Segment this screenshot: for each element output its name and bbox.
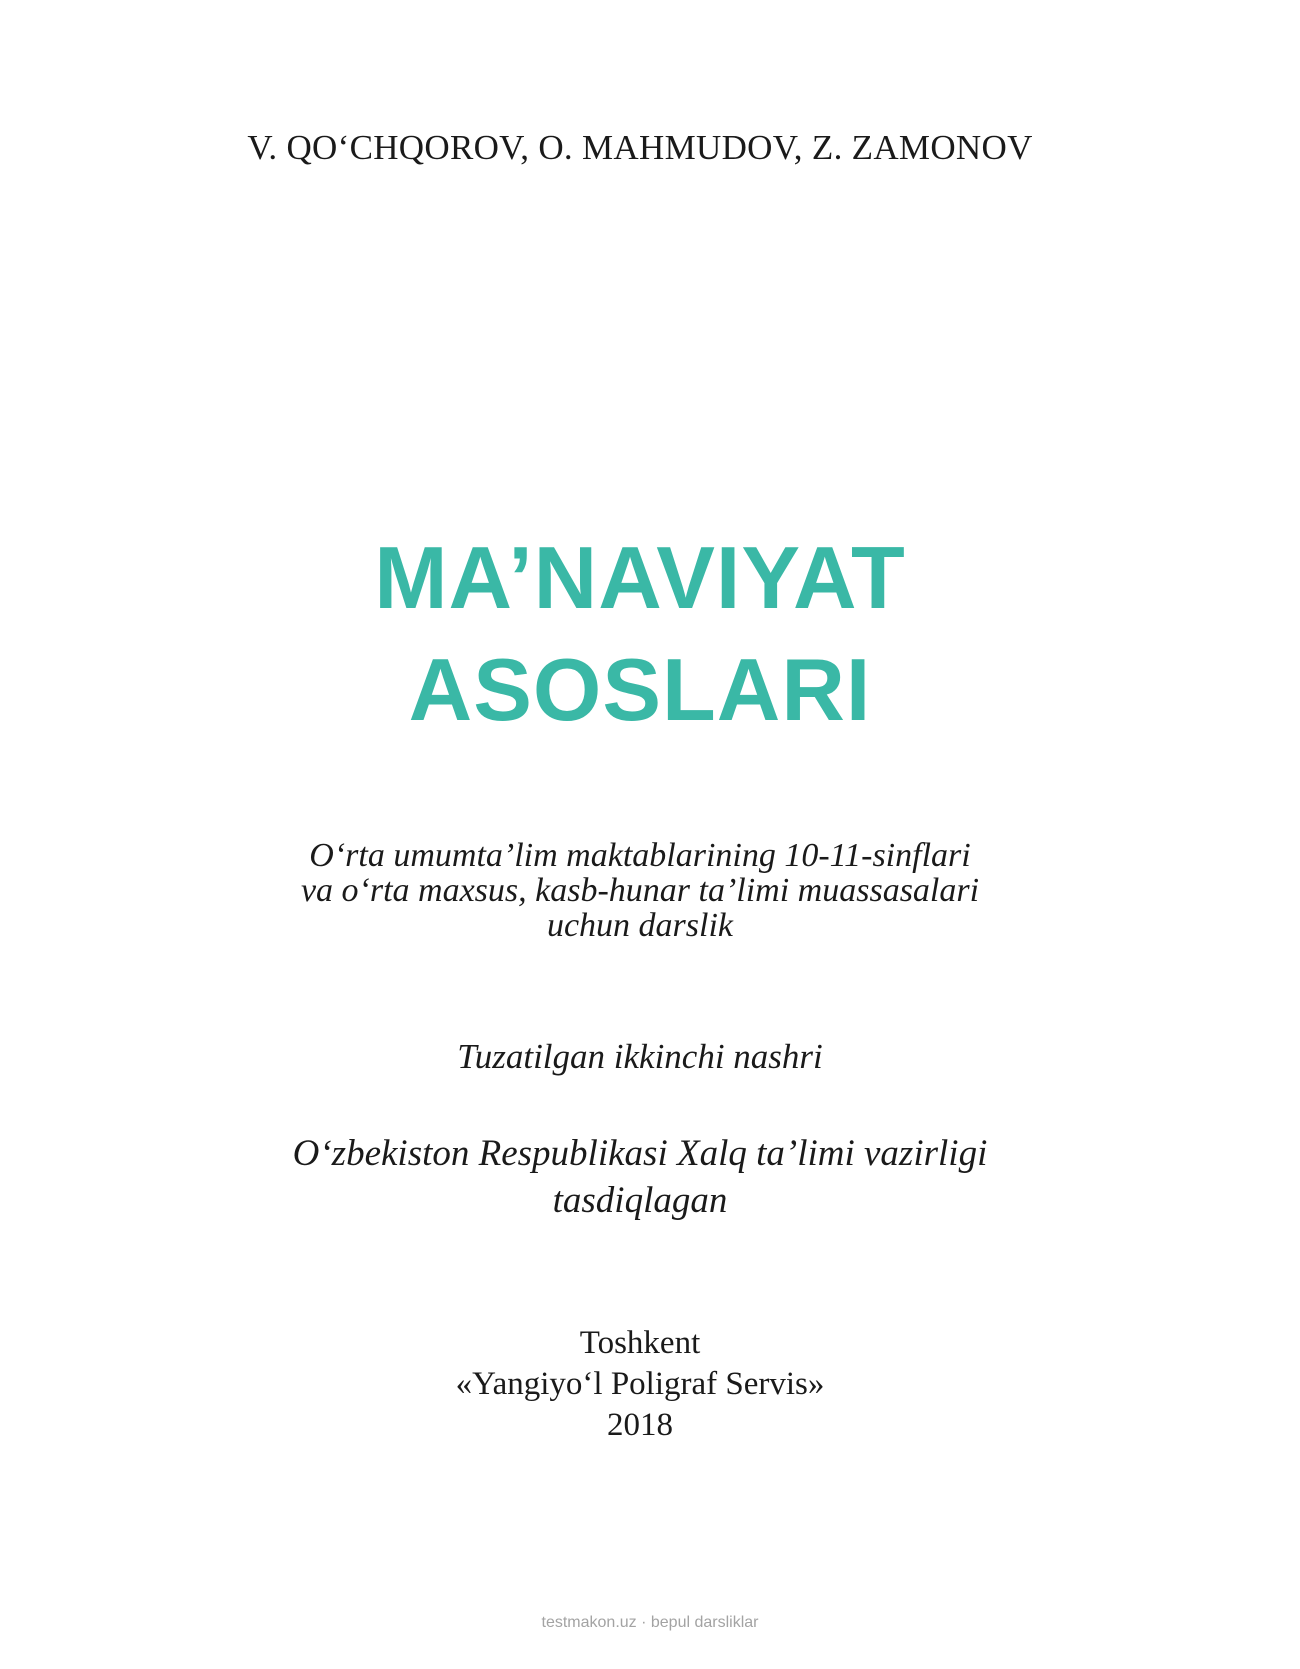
book-title [0, 522, 1280, 746]
subtitle-line-2: va o‘rta maxsus, kasb-hunar ta’limi muassasalari [300, 872, 980, 909]
imprint [0, 1323, 1280, 1446]
book-title-line-1: MA’NAVIYAT [374, 528, 906, 627]
book-subtitle [0, 838, 1280, 943]
imprint-year: 2018 [607, 1407, 673, 1443]
approval-note [0, 1130, 1280, 1224]
approval-line-1: O‘zbekiston Respublikasi Xalq ta’limi vazirligi [292, 1133, 988, 1174]
subtitle-line-1: O‘rta umumta’lim maktablarining 10-11-sinflari [309, 837, 971, 874]
approval-line-2: tasdiqlagan [552, 1180, 728, 1221]
imprint-publisher: «Yangiyo‘l Poligraf Servis» [455, 1366, 825, 1402]
subtitle-line-3: uchun darslik [546, 907, 734, 944]
authors-line: V. QO‘CHQOROV, O. MAHMUDOV, Z. ZAMONOV [247, 128, 1033, 167]
book-title-line-2: ASOSLARI [408, 640, 872, 739]
edition-note: Tuzatilgan ikkinchi nashri [457, 1037, 823, 1076]
footer-watermark: testmakon.uz · bepul darsliklar [541, 1614, 759, 1631]
imprint-city: Toshkent [579, 1325, 701, 1361]
